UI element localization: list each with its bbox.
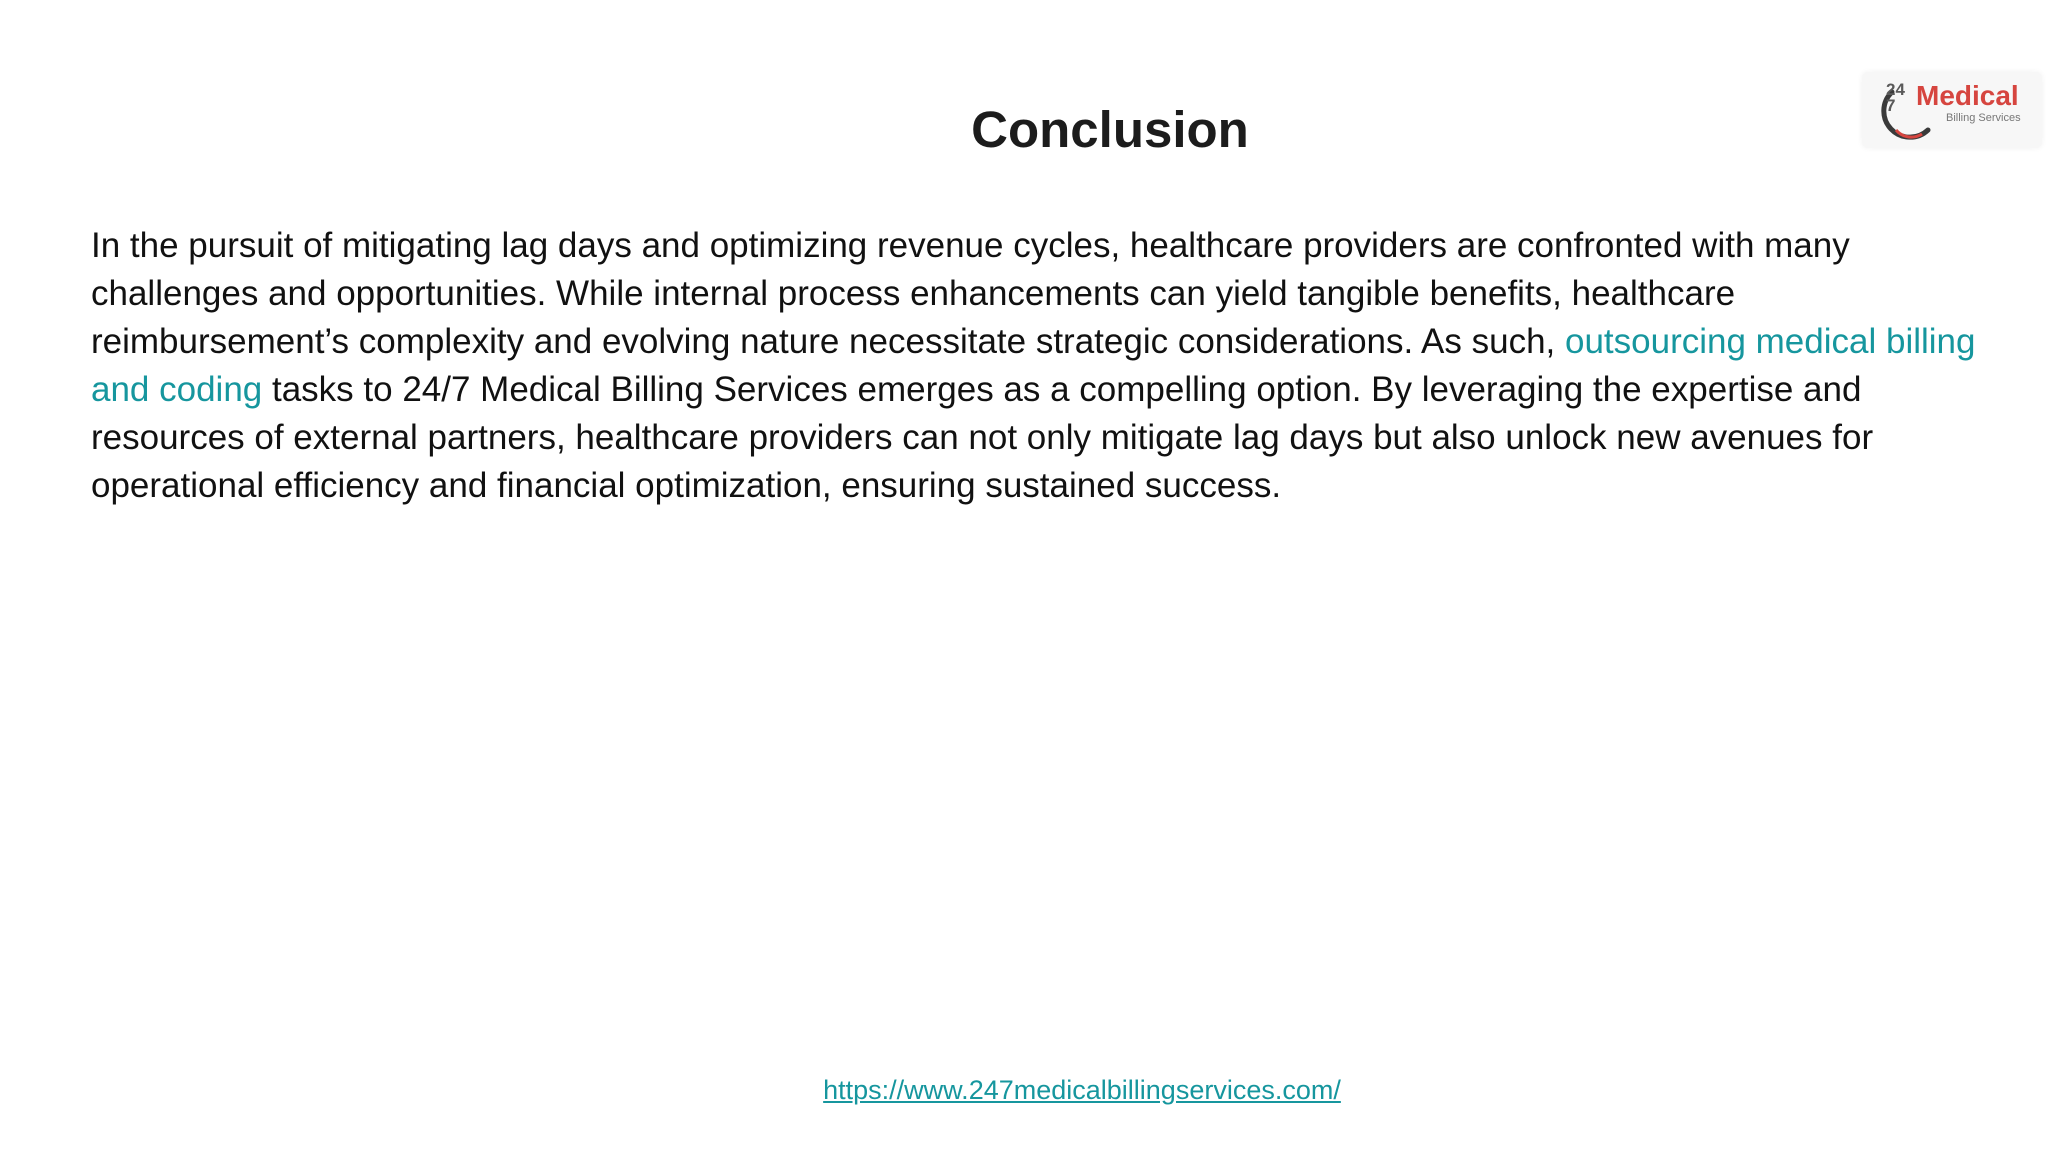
logo-number-top: 24 — [1886, 80, 1905, 99]
slide-title: Conclusion — [971, 101, 1249, 158]
logo-subtitle: Billing Services — [1946, 112, 2021, 124]
paragraph-text-before: In the pursuit of mitigating lag days and optimizing revenue cycles, healthcare providers are confronted with many challenges and opportunities. While internal process enhancements can yield tangible benefits, healthcare reimbursement’s complexity and evolving nature necessitate strategic considerations. As such, — [91, 226, 1850, 361]
logo-number-bottom: 7 — [1886, 96, 1896, 115]
company-logo — [1862, 72, 2042, 148]
paragraph-text-after: tasks to 24/7 Medical Billing Services emerges as a compelling option. By leveraging the expertise and resources of external partners, healthcare providers can not only mitigate lag days but also unlock new avenues for operational efficiency and financial optimization, ensuring sustained success. — [91, 370, 1874, 505]
conclusion-paragraph — [91, 222, 2001, 510]
logo-name: Medical — [1916, 80, 2019, 111]
logo-number — [1886, 82, 1912, 114]
footer-website-link[interactable]: https://www.247medicalbillingservices.com/ — [823, 1075, 1341, 1105]
outsourcing-link[interactable]: outsourcing medical billing and coding — [91, 322, 1976, 409]
